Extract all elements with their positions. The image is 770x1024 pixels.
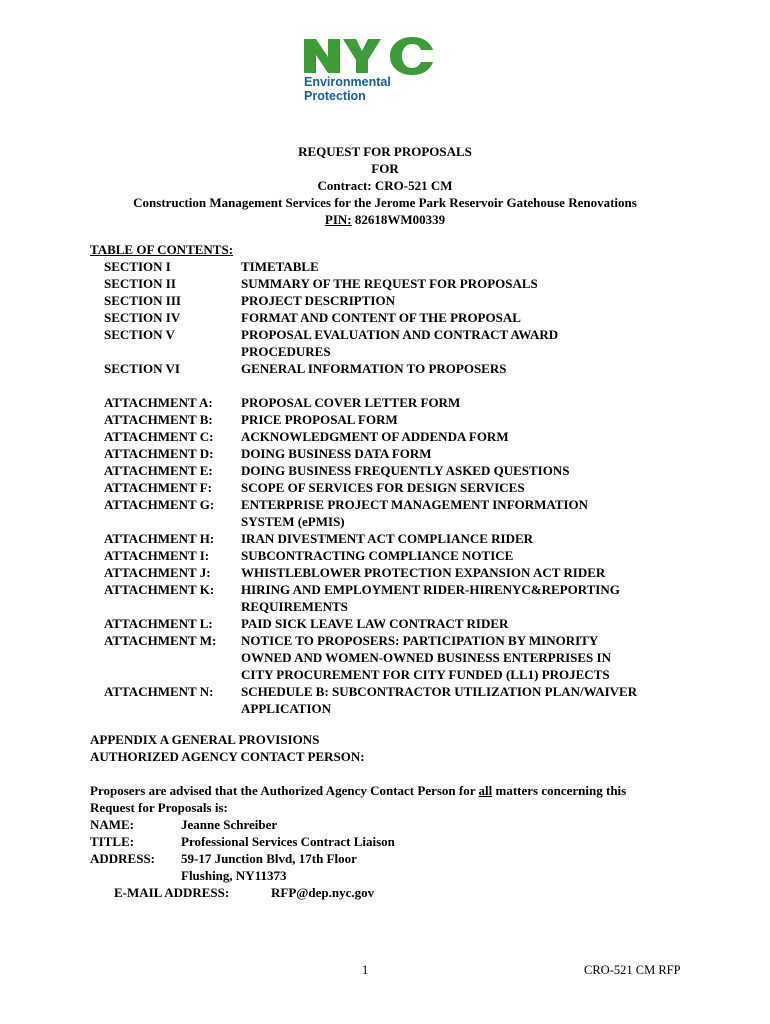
attachment-label: ATTACHMENT F: bbox=[104, 480, 212, 495]
email-value: RFP@dep.nyc.gov bbox=[271, 885, 375, 900]
contact-intro bbox=[90, 782, 690, 799]
section-label: SECTION II bbox=[104, 276, 176, 291]
section-title: PROJECT DESCRIPTION bbox=[241, 293, 395, 308]
nyc-dep-logo bbox=[302, 36, 442, 102]
section-title: FORMAT AND CONTENT OF THE PROPOSAL bbox=[241, 310, 521, 325]
section-label: SECTION III bbox=[104, 293, 181, 308]
attachment-title: ACKNOWLEDGMENT OF ADDENDA FORM bbox=[241, 429, 509, 444]
attachment-label: ATTACHMENT H: bbox=[104, 531, 215, 546]
title-line-4: Construction Management Services for the Jerome Park Reservoir Gatehouse Renovations bbox=[133, 195, 637, 210]
pin-label: PIN: bbox=[324, 212, 352, 227]
section-title: GENERAL INFORMATION TO PROPOSERS bbox=[241, 361, 507, 376]
address-line-2: Flushing, NY11373 bbox=[181, 868, 287, 883]
contact-intro-pre: Proposers are advised that the Authorized Agency Contact Person for bbox=[90, 783, 479, 798]
attachment-title: SCHEDULE B: SUBCONTRACTOR UTILIZATION PLAN/WAIVER APPLICATION bbox=[241, 684, 638, 716]
toc-heading: TABLE OF CONTENTS: bbox=[90, 242, 234, 257]
address-line-1: 59-17 Junction Blvd, 17th Floor bbox=[181, 851, 357, 866]
name-label: NAME: bbox=[90, 817, 135, 832]
attachment-label: ATTACHMENT N: bbox=[104, 684, 214, 699]
attachment-label: ATTACHMENT J: bbox=[104, 565, 211, 580]
attachment-title: DOING BUSINESS FREQUENTLY ASKED QUESTIONS bbox=[241, 463, 570, 478]
section-label: SECTION I bbox=[104, 259, 171, 274]
title-line-2: FOR bbox=[371, 161, 399, 176]
attachment-title: IRAN DIVESTMENT ACT COMPLIANCE RIDER bbox=[241, 531, 534, 546]
contact-heading: AUTHORIZED AGENCY CONTACT PERSON: bbox=[90, 749, 365, 764]
attachment-label: ATTACHMENT D: bbox=[104, 446, 214, 461]
title-line-1: REQUEST FOR PROPOSALS bbox=[298, 144, 472, 159]
appendix-line: APPENDIX A GENERAL PROVISIONS bbox=[90, 732, 320, 747]
attachment-title: PRICE PROPOSAL FORM bbox=[241, 412, 398, 427]
attachment-title: ENTERPRISE PROJECT MANAGEMENT INFORMATION SYSTEM (ePMIS) bbox=[241, 497, 589, 529]
attachment-label: ATTACHMENT E: bbox=[104, 463, 213, 478]
nyc-logo-icon bbox=[302, 36, 436, 76]
pin-value: 82618WM00339 bbox=[351, 212, 446, 227]
footer-doc-label: CRO-521 CM RFP bbox=[584, 963, 681, 977]
attachment-label: ATTACHMENT L: bbox=[104, 616, 213, 631]
attachment-title: PAID SICK LEAVE LAW CONTRACT RIDER bbox=[241, 616, 509, 631]
attachment-title: HIRING AND EMPLOYMENT RIDER-HIRENYC&REPORTING REQUIREMENTS bbox=[241, 582, 620, 614]
attachment-label: ATTACHMENT B: bbox=[104, 412, 213, 427]
section-label: SECTION IV bbox=[104, 310, 181, 325]
attachment-title: WHISTLEBLOWER PROTECTION EXPANSION ACT RIDER bbox=[241, 565, 606, 580]
title-label: TITLE: bbox=[90, 834, 135, 849]
title-line-3: Contract: CRO-521 CM bbox=[317, 178, 453, 193]
logo-text-line2: Protection bbox=[304, 89, 366, 103]
attachment-label: ATTACHMENT M: bbox=[104, 633, 217, 648]
document-title bbox=[0, 143, 770, 228]
section-label: SECTION VI bbox=[104, 361, 180, 376]
attachment-label: ATTACHMENT G: bbox=[104, 497, 215, 512]
section-title: TIMETABLE bbox=[241, 259, 319, 274]
section-title: PROPOSAL EVALUATION AND CONTRACT AWARD PROCEDURES bbox=[241, 327, 559, 359]
attachment-label: ATTACHMENT C: bbox=[104, 429, 214, 444]
contact-intro-post: matters concerning this bbox=[492, 783, 627, 798]
title-value: Professional Services Contract Liaison bbox=[181, 834, 395, 849]
attachment-label: ATTACHMENT K: bbox=[104, 582, 215, 597]
contact-intro-line2: Request for Proposals is: bbox=[90, 800, 228, 815]
attachment-title: DOING BUSINESS DATA FORM bbox=[241, 446, 432, 461]
attachment-title: NOTICE TO PROPOSERS: PARTICIPATION BY MINORITY OWNED AND WOMEN-OWNED BUSINESS ENTERPRISES IN CITY PROCUREMENT FOR CITY FUNDED (LL1) PROJECTS bbox=[241, 633, 611, 682]
email-label: E-MAIL ADDRESS: bbox=[114, 885, 230, 900]
page-number: 1 bbox=[362, 963, 369, 977]
name-value: Jeanne Schreiber bbox=[181, 817, 278, 832]
attachment-title: PROPOSAL COVER LETTER FORM bbox=[241, 395, 461, 410]
attachment-label: ATTACHMENT A: bbox=[104, 395, 213, 410]
contact-intro-all: all bbox=[478, 783, 493, 798]
address-label: ADDRESS: bbox=[90, 851, 156, 866]
pin-line bbox=[0, 211, 770, 228]
section-title: SUMMARY OF THE REQUEST FOR PROPOSALS bbox=[241, 276, 538, 291]
attachment-title: SUBCONTRACTING COMPLIANCE NOTICE bbox=[241, 548, 514, 563]
attachment-title: SCOPE OF SERVICES FOR DESIGN SERVICES bbox=[241, 480, 525, 495]
attachment-label: ATTACHMENT I: bbox=[104, 548, 210, 563]
section-label: SECTION V bbox=[104, 327, 175, 342]
logo-text-line1: Environmental bbox=[304, 75, 391, 89]
